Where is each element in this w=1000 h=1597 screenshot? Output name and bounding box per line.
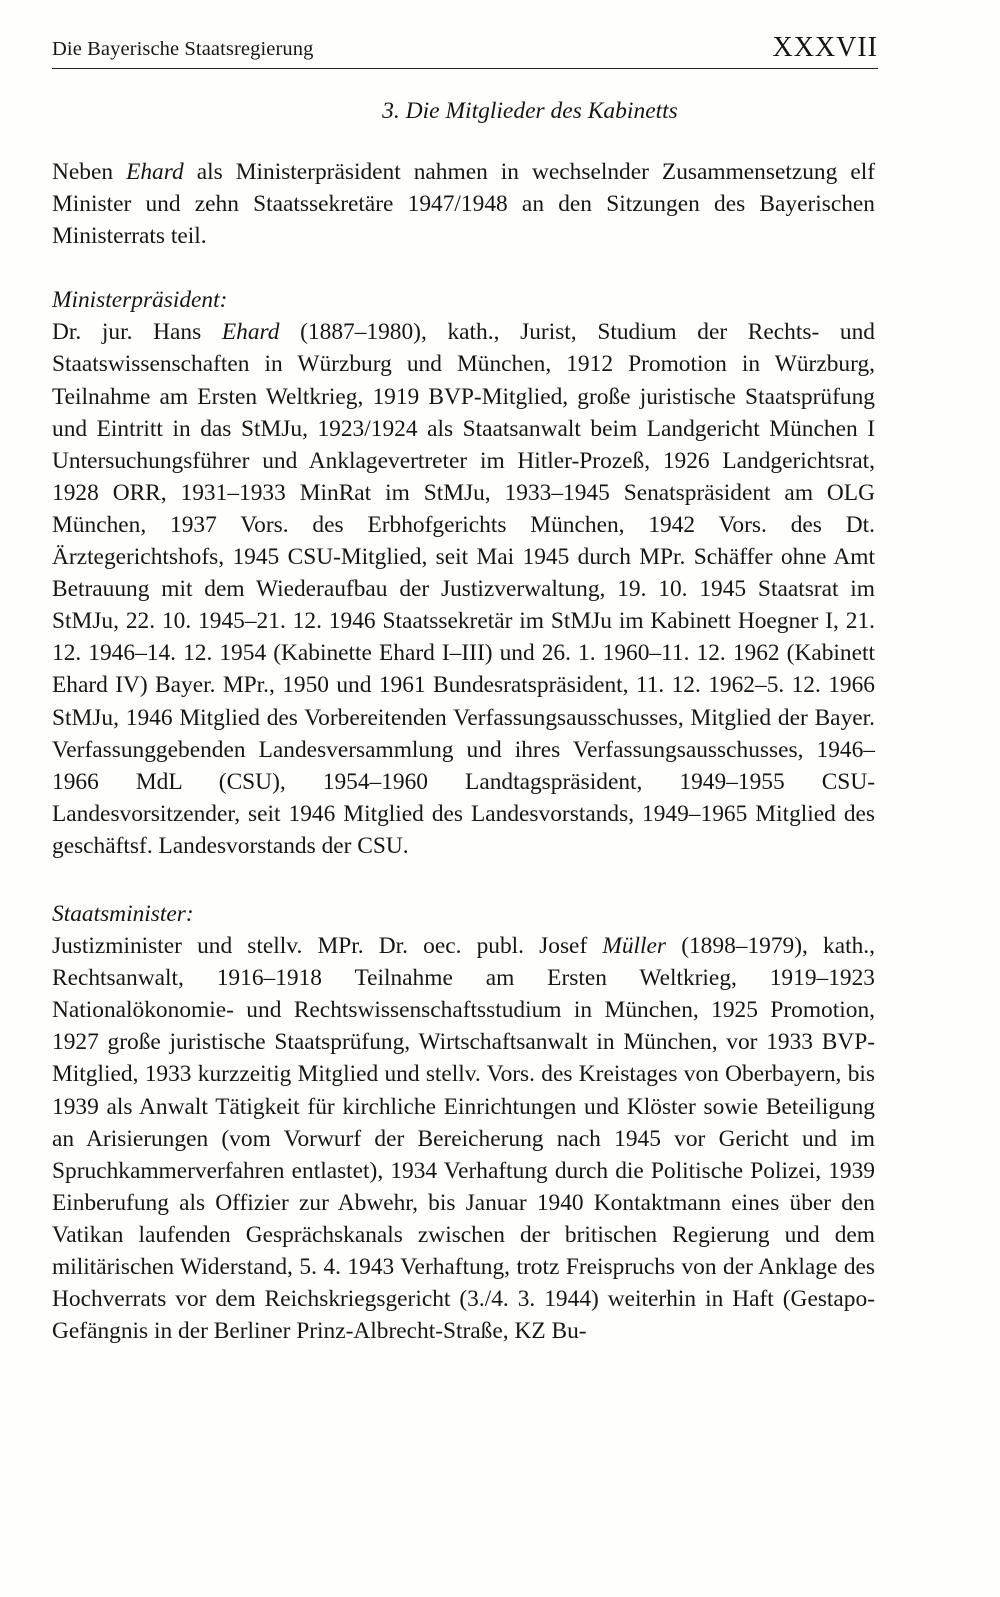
mp-text-before: Dr. jur. Hans xyxy=(52,319,222,346)
sm-name: Müller xyxy=(602,933,667,960)
running-header xyxy=(52,28,878,69)
ministerpraesident-entry xyxy=(52,316,875,862)
running-title: Die Bayerische Staatsregierung xyxy=(52,38,314,60)
sm-text-after: (1898–1979), kath., Rechtsanwalt, 1916–1918 Teilnahme am Ersten Weltkrieg, 1919–1923 Nationalökonomie- und Rechtswissenschaftsstudium in München, 1925 Promotion, 1927 große juristische Staatsprüfung, Wirtschaftsanwalt in München, vor 1933 BVP-Mitglied, 1933 kurzzeitig Mitglied und stellv. Vors. des Kreistages von Oberbayern, bis 1939 als Anwalt Tätigkeit für kirchliche Einrichtungen und Klöster sowie Beteiligung an Arisierungen (vom Vorwurf der Bereicherung nach 1945 vor Gericht und im Spruchkammerverfahren entlastet), 1934 Verhaftung durch die Politische Polizei, 1939 Einberufung als Offizier zur Abwehr, bis Januar 1940 Kontaktmann eines über den Vatikan laufenden Gesprächskanals zwischen der britischen Regierung und dem militärischen Widerstand, 5. 4. 1943 Verhaftung, trotz Freispruchs von der Anklage des Hochverrats vor dem Reichskriegsgericht (3./4. 3. 1944) weiterhin in Haft (Gestapo-Gefängnis in der Berliner Prinz-Albrecht-Straße, KZ Bu- xyxy=(52,933,875,1345)
intro-text-before: Neben xyxy=(52,159,127,185)
intro-name: Ehard xyxy=(126,159,184,185)
page-number: XXXVII xyxy=(772,32,878,63)
ministerpraesident-label: Ministerpräsident: xyxy=(52,287,228,314)
section-heading: 3. Die Mitglieder des Kabinetts xyxy=(382,98,678,124)
paragraph-gap xyxy=(52,862,875,898)
mp-text-after: (1887–1980), kath., Jurist, Studium der Rechts- und Staatswissenschaften in Würzburg und München, 1912 Promotion in Würzburg, Teilnahme am Ersten Weltkrieg, 1919 BVP-Mitglied, große juristische Staatsprüfung und Eintritt in das StMJu, 1923/1924 als Staatsanwalt beim Landgericht München I Untersuchungsführer und Anklagevertreter im Hitler-Prozeß, 1926 Landgerichtsrat, 1928 ORR, 1931–1933 MinRat im StMJu, 1933–1945 Senatspräsident am OLG München, 1937 Vors. des Erbhofgerichts München, 1942 Vors. des Dt. Ärztegerichtshofs, 1945 CSU-Mitglied, seit Mai 1945 durch MPr. Schäffer ohne Amt Betrauung mit dem Wiederaufbau der Justizverwaltung, 19. 10. 1945 Staatsrat im StMJu, 22. 10. 1945–21. 12. 1946 Staatssekretär im StMJu im Kabinett Hoegner I, 21. 12. 1946–14. 12. 1954 (Kabinette Ehard I–III) und 26. 1. 1960–11. 12. 1962 (Kabinett Ehard IV) Bayer. MPr., 1950 und 1961 Bundesratspräsident, 11. 12. 1962–5. 12. 1966 StMJu, 1946 Mitglied des Vorbereitenden Verfassungsausschusses, Mitglied der Bayer. Verfassunggebenden Landesversammlung und ihres Verfassungsausschusses, 1946–1966 MdL (CSU), 1954–1960 Landtagspräsident, 1949–1955 CSU-Landesvorsitzender, seit 1946 Mitglied des Landesvorstands, 1949–1965 Mitglied des geschäftsf. Landesvorstands der CSU. xyxy=(52,319,875,859)
staatsminister-entry xyxy=(52,930,875,1347)
intro-paragraph xyxy=(52,156,875,252)
intro-text-after: als Ministerpräsident nahmen in wechselnder Zusammensetzung elf Minister und zehn Staatssekretäre 1947/1948 an den Sitzungen des Bayerischen Ministerrats teil. xyxy=(52,159,875,250)
paragraph-gap xyxy=(52,252,875,284)
staatsminister-label: Staatsminister: xyxy=(52,900,194,927)
body-text xyxy=(52,156,875,1347)
sm-text-before: Justizminister und stellv. MPr. Dr. oec. publ. Josef xyxy=(52,933,603,960)
mp-name: Ehard xyxy=(221,319,280,346)
